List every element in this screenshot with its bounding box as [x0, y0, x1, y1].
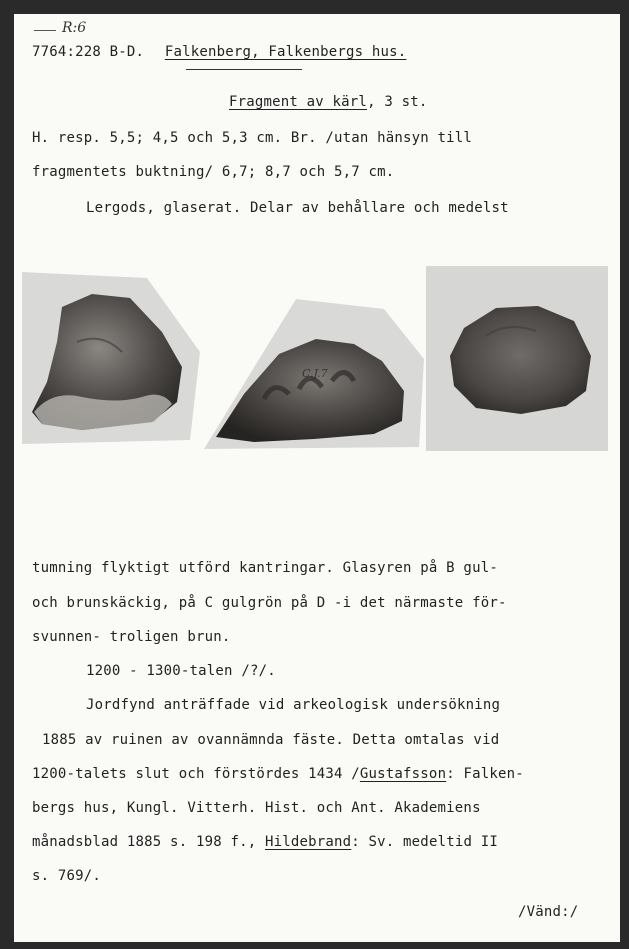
reference-hildebrand: Hildebrand — [264, 834, 352, 850]
fragment-ink-mark: C.J.7 — [302, 367, 328, 380]
line9-post: : Sv. medeltid II — [351, 834, 498, 850]
reference-gustafsson: Gustafsson — [359, 766, 447, 782]
text-bottom-line-8: bergs hus, Kungl. Vitterh. Hist. och Ant. Akademiens — [32, 800, 481, 816]
text-top-line-2: fragmentets buktning/ 6,7; 8,7 och 5,7 cm. — [32, 164, 395, 180]
line9-pre: månadsblad 1885 s. 198 f., — [32, 834, 265, 850]
object-count: , 3 st. — [367, 94, 428, 110]
text-bottom-line-4: 1200 - 1300-talen /?/. — [86, 663, 276, 679]
turn-note: /Vänd:/ — [518, 904, 579, 920]
text-bottom-line-10: s. 769/. — [32, 868, 102, 884]
text-top-line-1: H. resp. 5,5; 4,5 och 5,3 cm. Br. /utan hänsyn till — [32, 130, 473, 146]
catalog-card — [14, 14, 620, 942]
text-bottom-line-7 — [32, 766, 524, 782]
object-title-line — [229, 94, 427, 110]
fragment-photo-b — [22, 272, 200, 450]
text-bottom-line-2: och brunskäckig, på C gulgrön på D -i det närmaste för- — [32, 595, 507, 611]
object-title: Fragment av kärl — [229, 94, 368, 110]
text-bottom-line-3: svunnen- troligen brun. — [32, 629, 231, 645]
header-line — [32, 44, 406, 60]
text-bottom-line-9 — [32, 834, 498, 850]
fragment-photo-c — [204, 299, 424, 454]
fragment-photo-d — [426, 266, 608, 451]
header-rule — [186, 69, 302, 70]
handwritten-mark: R:6 — [62, 20, 87, 36]
text-bottom-line-6: 1885 av ruinen av ovannämnda fäste. Detta omtalas vid — [42, 732, 500, 748]
location: Falkenberg, Falkenbergs hus. — [164, 44, 407, 60]
handwritten-dash — [34, 30, 56, 31]
text-top-line-3: Lergods, glaserat. Delar av behållare och medelst — [86, 200, 509, 216]
line7-pre: 1200-talets slut och förstördes 1434 / — [32, 766, 360, 782]
text-bottom-line-5: Jordfynd anträffade vid arkeologisk undersökning — [86, 697, 501, 713]
text-bottom-line-1: tumning flyktigt utförd kantringar. Glasyren på B gul- — [32, 560, 498, 576]
catalog-number: 7764:228 B-D. — [32, 44, 145, 60]
line7-post: : Falken- — [446, 766, 524, 782]
